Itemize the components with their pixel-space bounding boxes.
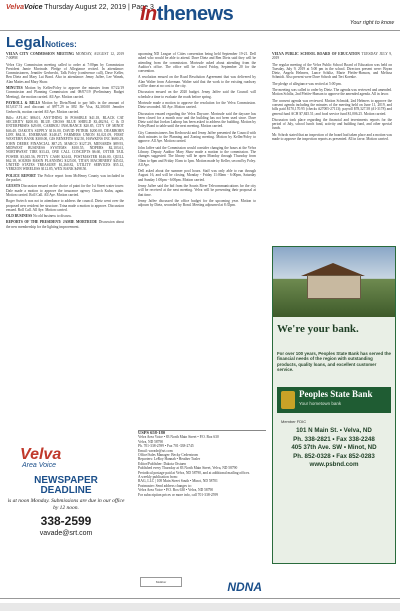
deadline-headline-2: DEADLINE [40, 485, 92, 496]
issue-info [6, 4, 154, 11]
page-footer [0, 598, 400, 616]
section-title-suffix: Notices: [45, 40, 77, 49]
section-logo [140, 3, 233, 26]
legal-text: Mortrude made a motion to approve the resolution for the Velva Commission. Dietz seconded. All Aye. Motion carried. [138, 100, 256, 110]
legal-paragraph [272, 88, 392, 97]
bank-logo [277, 387, 391, 413]
legal-text: Discussion about the new membership for the lighting improvement. [6, 220, 124, 229]
legal-text: The meeting was called to order by Dietz. The agenda was reviewed and amended. Motion Schiltz, 2nd Pfeifer-Hanson to approve the amended agenda. All in favor. [272, 88, 392, 97]
legal-paragraph [272, 133, 392, 142]
legal-subhead: REPORTS OF THE PRESIDENT: JAMIE MORTRUDE [6, 220, 99, 225]
bank-advertisement [272, 246, 396, 564]
house-image [307, 275, 361, 299]
deadline-phone: 338-2599 [40, 514, 92, 528]
legal-paragraph [138, 90, 256, 99]
masthead-line: Office/Sales Manager: Becky Cederstrom [138, 453, 199, 458]
address-line: www.psbnd.com [309, 461, 359, 468]
paper-name-left: Velva [6, 4, 25, 11]
ad-headline: We're your bank. [277, 323, 359, 335]
legal-paragraph [272, 82, 392, 86]
bank-tagline: Your hometown bank [299, 401, 342, 406]
legal-text: Motion by Dietz/Bond to pay bills in the amount of $15,037.74 and discount of $977.29 in MU Bv Visa, $2,300.00 Jennifer Gerbrecht, motion carried All Aye. Motion carried. [6, 100, 124, 114]
deadline-email: vavade@srt.com [39, 530, 93, 537]
legal-text: Discussion took place regarding the financial and investments reports for the period of July, school lunch fund, activity and building fund, and other special funds. [272, 117, 392, 131]
issue-line: Thursday August 22, 2019 | Page 3 [44, 4, 154, 11]
masthead-line: For subscription prices or more info, call 701-338-2599 [138, 492, 219, 497]
legal-paragraph [138, 75, 256, 88]
logo-news: thenews [156, 3, 234, 25]
masthead-line: Editor/Publisher: Dakota Oistuen [138, 461, 186, 466]
deadline-note: is at noon Monday. Submissions are due in our office by 12 noon. [7, 498, 125, 511]
legal-text: A resolution ensued on the Road Resolution Agreement that was delivered by Alan Walter from Ackerman. Walter said that the work to the existing roadway will be done at no cost to the city. [138, 75, 256, 89]
bank-logo-icon [281, 391, 295, 409]
member-badges [138, 575, 266, 589]
legal-text: City Commissioners Jim Kedrowski and Jenny Jaffee presented the Council with draft minutes to the Planning and Zoning meeting. Motion by Keller/Foley to approve. All Aye. Motion carried. [138, 130, 256, 144]
legal-text: Discussion ensued regarding the Velva Daycare. Mortrude said the daycare has been closed for a month now and the building has not been used since. Dave Dietz said that Jordan Lathrop has been asked to address the building. Motion by Foley/Bond to table until the next meeting. Motion carried. [138, 111, 256, 129]
ad-photo [273, 247, 395, 317]
legal-text: Dell asked about the summer pool hours. Staff was only able to run through August 16, and will be closing. Monday - Friday 11:00am - 6:00pm, Saturday and Sunday 1:00pm - 6:00pm. Motion carried. [138, 169, 256, 182]
legal-text: Bills: AFLAC $86.01, ANYTHING IS POSSIBLE $41.18, BLACK CAT SECURITY $200.00, BLUE CROSS BLUE SHIELD $3,482.94, C & D ENTERPRISES $29.08, CARIBOU INSURANCE $20.85, CITY OF MINOT $46.40, DAKOTA SUPPLY $116.00, DAVID PETRIK $200.00, DEARBORN LIFE $84.31, ENERBASE $148.47, FARMERS UNION $1,021.09, FIRST WESTERN BANK $300.00, GIS BENEFITS $32.50, HAWKINS INC $680.29, JOHN DEERE FINANCIAL $87.25, MARCO $127.29, MENARDS $89.93, MIDWEST BUSINESS SYSTEMS $100.55, NDPERS $2,103.61, NORTHWEST TIRE $33.43, ONE CALL CONCEPTS $6.60, OTTER TAIL POWER $3,045.56, PETTY CASH $24.63, POSTMASTER $146.00, QUILL $62.18, SOURIS BASIN PLANNING $125.00, TITAN MACHINERY $45.02, UNITED STATES TREASURY $1,260.82, UTILITY SERVICES $55.12, VERIZON WIRELESS $112.85, WEX BANK $498.50. [6, 115, 124, 172]
address-line: 405 37th Ave. SW • Minot, ND [291, 444, 377, 451]
legal-subhead: VELVA CITY COMMISSION MEETING [6, 52, 76, 56]
legal-text: The consent agenda was reviewed. Motion Schmidt, 2nd Helmers to approve the consent agenda including the minutes of the meeting held on June 11, 2019, and bills paid $170,170.95 (checks #27005-27113); payroll $78,327.58 (#1-3178) and general fund ACH $7,845.51; and food service fund $1,006.25. Motion carried. [272, 98, 392, 116]
legal-subhead: PAYROLL & BILLS [6, 100, 42, 105]
legal-text: Jenny Jaffee said the bid from the Souris River Telecommunications for the city will be received at the next meeting. Velva will be presenting their proposal at that time. [138, 184, 256, 197]
legal-subhead: POLICE REPORT [6, 173, 38, 178]
legal-paragraph [138, 169, 256, 182]
masthead-line: Velva Area Voice • 83 North Main Street • P.O. Box 630 [138, 435, 219, 440]
section-title [6, 34, 77, 51]
masthead-line: Postmaster: Send address changes to: [138, 483, 192, 488]
legal-text: Roger Swiech was not in attendance to address the council. Dietz went over the proposed new resident fee structure. Trina made a motion to approve. Discussion ensued. Roll Call. All Aye. Motion carried. [6, 199, 124, 212]
masthead-line: Email: vavade@srt.com [138, 448, 173, 453]
member-badge: Member [140, 577, 182, 587]
legal-column-2 [138, 52, 256, 424]
velva-logo-main: Velva [20, 446, 62, 463]
section-title-main: Legal [6, 34, 46, 51]
masthead-line: Periodical postage paid at Velva, ND 58790, and at additional mailing offices. [138, 470, 251, 475]
masthead-line: Reporters: LeRoy Hannah • Heather Tusler [138, 457, 201, 462]
bank-address [273, 427, 395, 470]
legal-text: Jenny Jaffee discussed the office budget for the upcoming year. Motion to adjourn by Dietz, seconded by Bond. Meeting adjourned at 8:35pm. [138, 198, 256, 208]
legal-text: MONDAY, AUGUST 12, 2019 7:00PM [6, 52, 124, 61]
logo-in: In [140, 3, 157, 25]
legal-paragraph [138, 112, 256, 129]
legal-paragraph [6, 63, 124, 84]
bank-name: Peoples State Bank [299, 389, 373, 399]
masthead-line: Velva Area Voice • P.O. Box 630 • Velva, ND 58790 [138, 488, 214, 493]
legal-text: Velva City Commission meeting called to order at 7:00pm by Commission President Jamie Mortrude. Pledge of Allegiance recited. In attendance: Commissioners, Jennifer Gerbrecht, Talk Foley (conference call), Dave Keller, Ben Dietz and Mary Lui Bond. Also in attendance: Jenny Jaffee, Lee Wanek, Alan Mattes and Mary Shaw. [6, 62, 124, 84]
legal-column-3 [272, 52, 392, 240]
legal-paragraph [138, 146, 256, 167]
legal-text: The pledge of allegiance was recited at 5:00 pm. [272, 81, 342, 86]
legal-paragraph [6, 220, 124, 229]
legal-paragraph [138, 199, 256, 208]
legal-text: John Jaffee said the Commission would consider changing the hours at the Velva Library. Deputy Auditor Mary Shaw made a motion to the commission. The changes suggested: The library will be open Monday through Thursday from 10am to 6pm and Friday 10am to 1pm. Motion made by Keller, second by Foley. All Aye. [138, 145, 256, 167]
legal-text: Discussion ensued on the choice of paint for the 1st Street water tower. Dale made a motion to approve the insurance agency Church Kuhn, again. Motion carried. Roll Call. All Aye. Motion carried. [6, 184, 124, 197]
tagline: Your right to know [349, 20, 394, 26]
address-line: Ph. 852-0328 • Fax 852-0283 [293, 452, 375, 460]
masthead-line: Published every Thursday at 83 North Main Street, Velva, ND 58790 [138, 466, 238, 471]
legal-paragraph [272, 52, 392, 61]
legal-paragraph [6, 116, 124, 172]
page-header [0, 0, 400, 31]
masthead-title: USPS 658-180 [138, 430, 166, 435]
address-line: Ph. 338-2821 • Fax 338-2248 [293, 435, 375, 443]
legal-subhead: GUESTS [6, 184, 22, 189]
paper-name-right: Voice [24, 4, 43, 11]
masthead-line: A weekly publication from: [138, 475, 178, 480]
masthead-line: Ph. 701-338-2599 • Fax 701-338-2745 [138, 444, 194, 449]
velva-logo [20, 446, 106, 472]
legal-paragraph [6, 199, 124, 212]
legal-text: No old business to discuss. [32, 214, 72, 219]
legal-text: Discussion ensued on the 2020 budget. Jenny Jaffee said the Council will schedule a time to evaluate the roads before spring. [138, 90, 256, 99]
legal-subhead: MINUTES [6, 86, 25, 91]
legal-subhead: OLD BUSINESS [6, 214, 33, 219]
deadline-advertisement [6, 446, 126, 576]
legal-paragraph [6, 52, 124, 61]
legal-paragraph [6, 184, 124, 197]
ndna-logo: NDNA [227, 579, 262, 591]
legal-text: The Police report from McHenry County was included in the packet. [6, 173, 124, 183]
legal-paragraph [272, 99, 392, 116]
legal-paragraph [138, 131, 256, 144]
address-line: 101 N Main St. • Velva, ND [296, 427, 372, 434]
legal-subhead: VELVA PUBLIC SCHOOL BOARD OF EDUCATION [272, 52, 362, 56]
legal-paragraph [6, 174, 124, 183]
masthead-line: Velva, ND 58790 [138, 439, 164, 444]
masthead-lines [138, 435, 266, 497]
legal-paragraph [138, 52, 256, 73]
fdic-label: Member FDIC [281, 419, 307, 424]
ad-body: For over 100 years, Peoples State Bank has served the financial needs of the region with outstanding products, quality loans, and excellent customer service. [277, 351, 391, 373]
legal-paragraph [6, 101, 124, 114]
velva-logo-sub: Area Voice [22, 462, 56, 469]
footer-bar [0, 603, 400, 611]
masthead [138, 430, 266, 591]
legal-paragraph [138, 184, 256, 197]
legal-text: Motion by Keller/Foley to approve the minutes from 07/22/19 Commission and Planning Commission and 08/07/19 (Preliminary Budget Meeting), the motion carried. All Aye. Motion carried. [6, 86, 124, 99]
deadline-headline-1: NEWSPAPER [34, 475, 98, 486]
legal-paragraph [272, 118, 392, 131]
legal-paragraph [138, 101, 256, 110]
legal-column-1 [6, 52, 124, 442]
legal-paragraph [6, 214, 124, 218]
legal-paragraph [272, 63, 392, 80]
legal-text: TUESDAY JULY 9, 2019 [272, 52, 392, 61]
masthead-line: RAG, LLC | 108 Main Street South • Minot, ND 58701 [138, 479, 218, 484]
legal-text: Mr. Schroh stated that an inspection of the board had taken place and a motion was made to approve the inspection reports as presented. All in favor. Motion carried. [272, 132, 392, 142]
legal-paragraph [6, 86, 124, 99]
legal-text: The regular meeting of the Velva Public School Board of Education was held on Tuesday, July 9, 2019 at 5:00 pm in the school. Directors present were: Bryan Dietz, Angela Helmers, Lance Schiltz, Marie Pfeifer-Hanson, and Melissa Schmidt. Also present were Dave Schroh and Teri Koenke. [272, 62, 392, 80]
legal-text: upcoming ND League of Cities convention being held September 19-21. Dell asked who would be able to attend. Dave Dietz and Ben Dietz said they will be attending from the commission. Mortrude asked about attending from the Auditor's office. The office will be closed Friday, September 20 for the convention. [138, 52, 256, 74]
